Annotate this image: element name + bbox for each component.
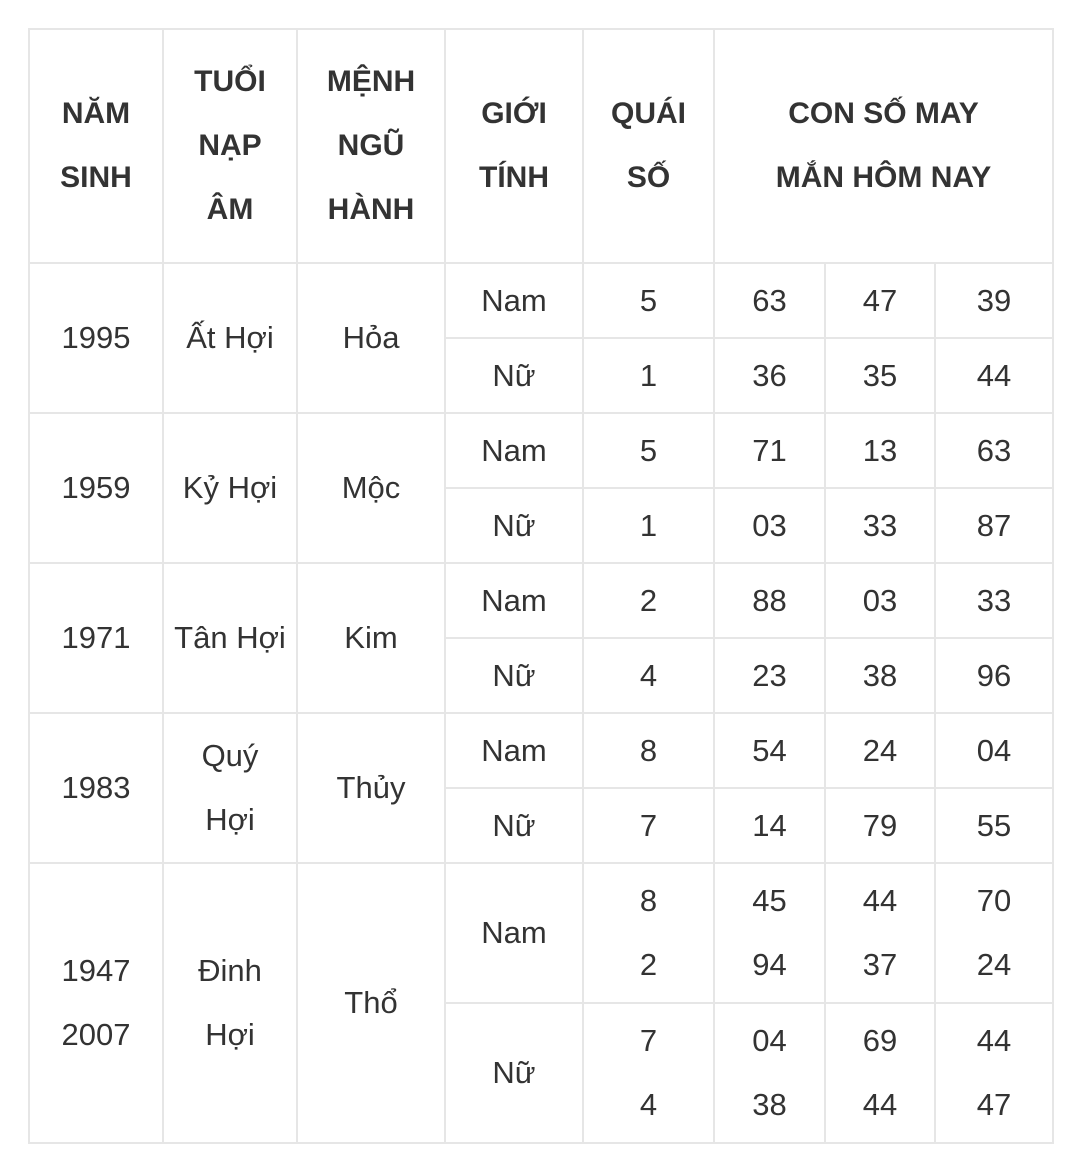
lucky-number-cell: 63 (714, 263, 825, 338)
header-lucky: CON SỐ MAY MẮN HÔM NAY (714, 29, 1053, 263)
table-row (29, 413, 1053, 488)
lucky-number-cell: 33 (825, 488, 935, 563)
birth-year-cell: 1971 (29, 563, 163, 713)
lucky-number-cell: 87 (935, 488, 1053, 563)
gender-cell: Nữ (445, 338, 583, 413)
napam-cell: Tân Hợi (163, 563, 297, 713)
lucky-number-cell: 69 44 (825, 1003, 935, 1143)
gender-cell: Nam (445, 563, 583, 638)
table-row (29, 263, 1053, 338)
lucky-number-cell: 96 (935, 638, 1053, 713)
quai-so-cell: 7 4 (583, 1003, 714, 1143)
gender-cell: Nam (445, 863, 583, 1003)
lucky-number-cell: 04 (935, 713, 1053, 788)
header-gender: GIỚI TÍNH (445, 29, 583, 263)
menh-cell: Kim (297, 563, 445, 713)
lucky-number-cell: 71 (714, 413, 825, 488)
birth-year-cell: 1959 (29, 413, 163, 563)
lucky-number-cell: 13 (825, 413, 935, 488)
napam-cell: Ất Hợi (163, 263, 297, 413)
lucky-number-cell: 35 (825, 338, 935, 413)
lucky-number-cell: 47 (825, 263, 935, 338)
lucky-number-table (28, 28, 1054, 1144)
lucky-number-cell: 88 (714, 563, 825, 638)
gender-cell: Nữ (445, 638, 583, 713)
lucky-number-cell: 04 38 (714, 1003, 825, 1143)
lucky-number-cell: 44 37 (825, 863, 935, 1003)
quai-so-cell: 1 (583, 338, 714, 413)
header-menh: MỆNH NGŨ HÀNH (297, 29, 445, 263)
quai-so-cell: 5 (583, 413, 714, 488)
lucky-number-cell: 54 (714, 713, 825, 788)
quai-so-cell: 8 (583, 713, 714, 788)
quai-so-cell: 5 (583, 263, 714, 338)
table-row (29, 863, 1053, 1003)
gender-cell: Nữ (445, 488, 583, 563)
quai-so-cell: 1 (583, 488, 714, 563)
lucky-number-cell: 03 (714, 488, 825, 563)
lucky-number-cell: 36 (714, 338, 825, 413)
lucky-number-cell: 45 94 (714, 863, 825, 1003)
menh-cell: Thổ (297, 863, 445, 1143)
lucky-number-cell: 44 47 (935, 1003, 1053, 1143)
lucky-number-cell: 70 24 (935, 863, 1053, 1003)
gender-cell: Nữ (445, 1003, 583, 1143)
napam-cell: Quý Hợi (163, 713, 297, 863)
lucky-number-cell: 44 (935, 338, 1053, 413)
gender-cell: Nữ (445, 788, 583, 863)
birth-year-cell: 1995 (29, 263, 163, 413)
gender-cell: Nam (445, 413, 583, 488)
lucky-number-cell: 38 (825, 638, 935, 713)
menh-cell: Hỏa (297, 263, 445, 413)
lucky-number-cell: 03 (825, 563, 935, 638)
lucky-number-cell: 14 (714, 788, 825, 863)
birth-year-cell: 1947 2007 (29, 863, 163, 1143)
lucky-number-cell: 33 (935, 563, 1053, 638)
napam-cell: Kỷ Hợi (163, 413, 297, 563)
table-row (29, 563, 1053, 638)
menh-cell: Mộc (297, 413, 445, 563)
lucky-number-cell: 23 (714, 638, 825, 713)
lucky-number-cell: 63 (935, 413, 1053, 488)
quai-so-cell: 8 2 (583, 863, 714, 1003)
birth-year-cell: 1983 (29, 713, 163, 863)
table-body (29, 263, 1053, 1143)
table-row (29, 713, 1053, 788)
quai-so-cell: 7 (583, 788, 714, 863)
gender-cell: Nam (445, 713, 583, 788)
lucky-number-cell: 55 (935, 788, 1053, 863)
lucky-number-cell: 39 (935, 263, 1053, 338)
menh-cell: Thủy (297, 713, 445, 863)
quai-so-cell: 2 (583, 563, 714, 638)
lucky-number-cell: 79 (825, 788, 935, 863)
gender-cell: Nam (445, 263, 583, 338)
header-year: NĂM SINH (29, 29, 163, 263)
lucky-number-cell: 24 (825, 713, 935, 788)
napam-cell: Đinh Hợi (163, 863, 297, 1143)
header-napam: TUỔI NẠP ÂM (163, 29, 297, 263)
header-row (29, 29, 1053, 263)
header-quai: QUÁI SỐ (583, 29, 714, 263)
quai-so-cell: 4 (583, 638, 714, 713)
